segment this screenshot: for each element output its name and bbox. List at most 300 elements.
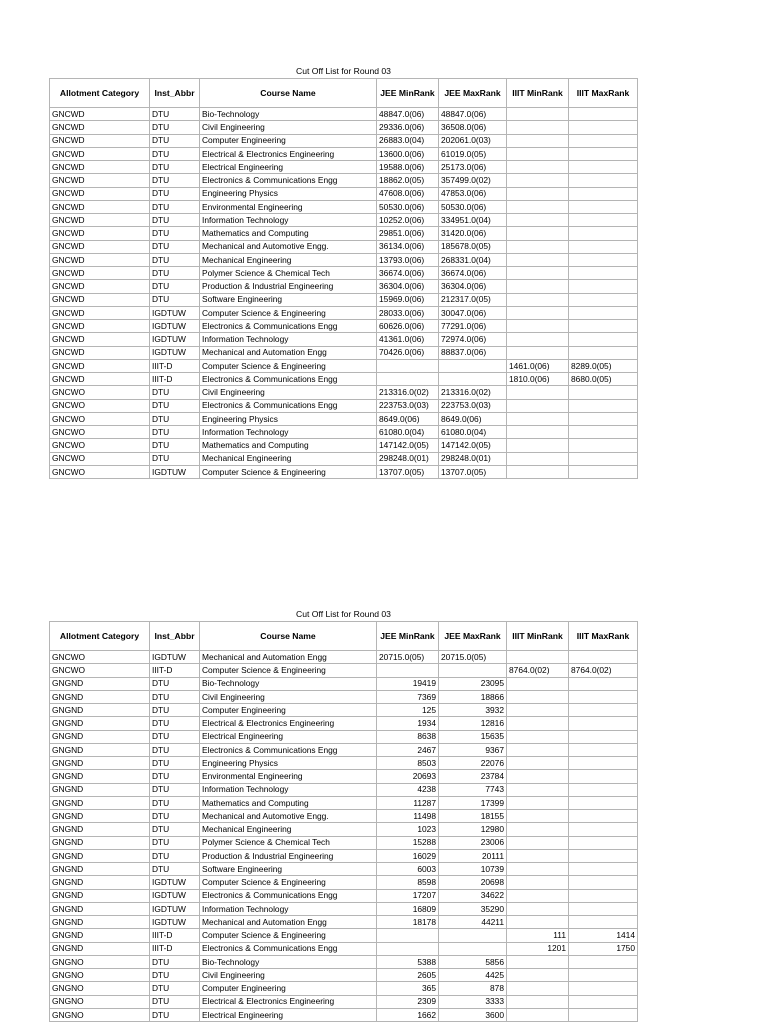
table-row: [50, 810, 638, 823]
cell-jee-minrank: 70426.0(06): [377, 346, 439, 359]
table-row: [50, 121, 638, 134]
cell-allotment-category: GNCWD: [50, 320, 150, 333]
cell-jee-minrank: 29336.0(06): [377, 121, 439, 134]
cell-iiit-maxrank: 1414: [569, 929, 638, 942]
cell-jee-maxrank: 223753.0(03): [439, 399, 507, 412]
cutoff-table-1: [49, 64, 638, 479]
header-jee-maxrank: JEE MaxRank: [439, 622, 507, 651]
cell-iiit-minrank: [507, 108, 569, 121]
table-row: [50, 730, 638, 743]
cell-iiit-maxrank: [569, 690, 638, 703]
table-row: [50, 359, 638, 372]
cell-jee-minrank: 16809: [377, 902, 439, 915]
cell-inst-abbr: IGDTUW: [150, 916, 200, 929]
table-row: [50, 227, 638, 240]
cell-allotment-category: GNCWD: [50, 227, 150, 240]
cell-jee-minrank: 7369: [377, 690, 439, 703]
cell-jee-minrank: 18862.0(05): [377, 174, 439, 187]
cell-iiit-maxrank: [569, 876, 638, 889]
cell-jee-maxrank: 61080.0(04): [439, 426, 507, 439]
cell-jee-minrank: [377, 929, 439, 942]
cell-iiit-maxrank: [569, 306, 638, 319]
cell-iiit-maxrank: [569, 836, 638, 849]
cell-allotment-category: GNCWO: [50, 651, 150, 664]
cell-iiit-maxrank: [569, 386, 638, 399]
cell-course-name: Electrical & Electronics Engineering: [200, 995, 377, 1008]
cell-inst-abbr: IGDTUW: [150, 902, 200, 915]
cell-allotment-category: GNGND: [50, 863, 150, 876]
cell-course-name: Electronics & Communications Engg: [200, 743, 377, 756]
cell-jee-maxrank: 15635: [439, 730, 507, 743]
cell-jee-minrank: 60626.0(06): [377, 320, 439, 333]
cell-allotment-category: GNCWD: [50, 293, 150, 306]
cell-iiit-minrank: [507, 876, 569, 889]
cell-course-name: Computer Science & Engineering: [200, 929, 377, 942]
cell-iiit-maxrank: [569, 134, 638, 147]
table-row: [50, 108, 638, 121]
cell-jee-minrank: 2309: [377, 995, 439, 1008]
cell-jee-maxrank: 36304.0(06): [439, 280, 507, 293]
cell-jee-maxrank: 47853.0(06): [439, 187, 507, 200]
cell-jee-maxrank: 9367: [439, 743, 507, 756]
cell-allotment-category: GNGND: [50, 796, 150, 809]
cell-inst-abbr: DTU: [150, 439, 200, 452]
cell-iiit-maxrank: [569, 333, 638, 346]
table-row: [50, 677, 638, 690]
cell-jee-minrank: 8649.0(06): [377, 412, 439, 425]
cell-iiit-maxrank: [569, 121, 638, 134]
cell-iiit-minrank: [507, 955, 569, 968]
cell-jee-minrank: 48847.0(06): [377, 108, 439, 121]
cell-iiit-minrank: [507, 412, 569, 425]
cell-course-name: Information Technology: [200, 902, 377, 915]
table-row: [50, 823, 638, 836]
cell-allotment-category: GNCWD: [50, 214, 150, 227]
cell-jee-minrank: 36134.0(06): [377, 240, 439, 253]
cell-inst-abbr: DTU: [150, 783, 200, 796]
cell-inst-abbr: DTU: [150, 386, 200, 399]
cell-inst-abbr: DTU: [150, 969, 200, 982]
cell-jee-minrank: 29851.0(06): [377, 227, 439, 240]
cell-course-name: Computer Engineering: [200, 134, 377, 147]
table-row: [50, 465, 638, 478]
header-course-name: Course Name: [200, 79, 377, 108]
cell-inst-abbr: IIIT-D: [150, 664, 200, 677]
cell-iiit-maxrank: [569, 399, 638, 412]
cell-inst-abbr: DTU: [150, 280, 200, 293]
cell-jee-maxrank: [439, 359, 507, 372]
cell-inst-abbr: IGDTUW: [150, 889, 200, 902]
cell-inst-abbr: IIIT-D: [150, 359, 200, 372]
cell-course-name: Electrical Engineering: [200, 730, 377, 743]
cell-jee-minrank: 17207: [377, 889, 439, 902]
cell-iiit-maxrank: [569, 823, 638, 836]
cell-inst-abbr: DTU: [150, 955, 200, 968]
cell-jee-maxrank: 212317.0(05): [439, 293, 507, 306]
cell-iiit-maxrank: [569, 227, 638, 240]
cell-iiit-minrank: [507, 214, 569, 227]
cell-iiit-minrank: 1461.0(06): [507, 359, 569, 372]
table-row: [50, 836, 638, 849]
cell-allotment-category: GNCWD: [50, 187, 150, 200]
cell-jee-minrank: 2467: [377, 743, 439, 756]
header-row: [50, 79, 638, 108]
cell-jee-minrank: 365: [377, 982, 439, 995]
cell-inst-abbr: DTU: [150, 677, 200, 690]
cell-jee-maxrank: 77291.0(06): [439, 320, 507, 333]
cell-course-name: Computer Science & Engineering: [200, 359, 377, 372]
cell-allotment-category: GNGND: [50, 902, 150, 915]
cell-allotment-category: GNCWD: [50, 280, 150, 293]
cell-course-name: Electronics & Communications Engg: [200, 399, 377, 412]
cell-course-name: Polymer Science & Chemical Tech: [200, 267, 377, 280]
cell-course-name: Software Engineering: [200, 863, 377, 876]
table-row: [50, 399, 638, 412]
header-jee-minrank: JEE MinRank: [377, 622, 439, 651]
cell-jee-minrank: 8638: [377, 730, 439, 743]
cell-inst-abbr: IIIT-D: [150, 373, 200, 386]
cell-jee-maxrank: 185678.0(05): [439, 240, 507, 253]
cell-iiit-minrank: [507, 452, 569, 465]
cell-allotment-category: GNCWD: [50, 174, 150, 187]
cell-jee-minrank: 11287: [377, 796, 439, 809]
cell-inst-abbr: DTU: [150, 253, 200, 266]
table-body: [50, 108, 638, 479]
cell-jee-maxrank: 12980: [439, 823, 507, 836]
cell-iiit-maxrank: [569, 174, 638, 187]
table-row: [50, 849, 638, 862]
cell-iiit-minrank: [507, 823, 569, 836]
cell-allotment-category: GNCWD: [50, 108, 150, 121]
cell-jee-minrank: 20693: [377, 770, 439, 783]
cell-inst-abbr: DTU: [150, 267, 200, 280]
header-iiit-maxrank: IIIT MaxRank: [569, 79, 638, 108]
header-iiit-minrank: IIIT MinRank: [507, 622, 569, 651]
cell-iiit-minrank: [507, 889, 569, 902]
cell-inst-abbr: DTU: [150, 399, 200, 412]
cell-allotment-category: GNCWD: [50, 333, 150, 346]
table-row: [50, 386, 638, 399]
cell-course-name: Computer Science & Engineering: [200, 306, 377, 319]
cell-iiit-minrank: [507, 730, 569, 743]
table-row: [50, 796, 638, 809]
cell-inst-abbr: DTU: [150, 452, 200, 465]
table-row: [50, 704, 638, 717]
cell-course-name: Production & Industrial Engineering: [200, 849, 377, 862]
cell-course-name: Civil Engineering: [200, 386, 377, 399]
table-row: [50, 942, 638, 955]
cell-jee-maxrank: 23006: [439, 836, 507, 849]
cell-allotment-category: GNGND: [50, 757, 150, 770]
cell-jee-maxrank: 36674.0(06): [439, 267, 507, 280]
cell-jee-maxrank: 7743: [439, 783, 507, 796]
cell-iiit-maxrank: [569, 757, 638, 770]
cell-allotment-category: GNCWD: [50, 306, 150, 319]
cell-course-name: Engineering Physics: [200, 412, 377, 425]
header-iiit-minrank: IIIT MinRank: [507, 79, 569, 108]
table-title: Cut Off List for Round 03: [296, 66, 391, 76]
cell-jee-minrank: 1023: [377, 823, 439, 836]
cell-jee-minrank: 298248.0(01): [377, 452, 439, 465]
cell-course-name: Civil Engineering: [200, 690, 377, 703]
cell-iiit-maxrank: 1750: [569, 942, 638, 955]
header-inst-abbr: Inst_Abbr: [150, 622, 200, 651]
cell-course-name: Electrical & Electronics Engineering: [200, 147, 377, 160]
cell-jee-maxrank: 88837.0(06): [439, 346, 507, 359]
cell-inst-abbr: DTU: [150, 704, 200, 717]
cell-allotment-category: GNCWO: [50, 439, 150, 452]
cell-course-name: Electronics & Communications Engg: [200, 174, 377, 187]
cell-iiit-maxrank: [569, 982, 638, 995]
cell-inst-abbr: DTU: [150, 690, 200, 703]
cell-course-name: Information Technology: [200, 333, 377, 346]
table-title: Cut Off List for Round 03: [296, 609, 391, 619]
cell-jee-maxrank: 5856: [439, 955, 507, 968]
table-row: [50, 929, 638, 942]
cell-course-name: Bio-Technology: [200, 677, 377, 690]
table-row: [50, 200, 638, 213]
cell-course-name: Electronics & Communications Engg: [200, 373, 377, 386]
cell-jee-maxrank: 31420.0(06): [439, 227, 507, 240]
cell-jee-maxrank: [439, 942, 507, 955]
cell-inst-abbr: DTU: [150, 743, 200, 756]
cell-iiit-maxrank: 8764.0(02): [569, 664, 638, 677]
cell-allotment-category: GNCWO: [50, 664, 150, 677]
cell-course-name: Mathematics and Computing: [200, 227, 377, 240]
cell-iiit-minrank: [507, 651, 569, 664]
cell-allotment-category: GNCWD: [50, 200, 150, 213]
cell-iiit-minrank: [507, 916, 569, 929]
cell-iiit-minrank: [507, 174, 569, 187]
cell-jee-maxrank: 17399: [439, 796, 507, 809]
cell-iiit-minrank: [507, 677, 569, 690]
cell-jee-maxrank: 44211: [439, 916, 507, 929]
cell-inst-abbr: DTU: [150, 426, 200, 439]
table-row: [50, 783, 638, 796]
cell-allotment-category: GNGND: [50, 942, 150, 955]
cell-allotment-category: GNGND: [50, 876, 150, 889]
cell-iiit-maxrank: [569, 240, 638, 253]
cell-iiit-minrank: [507, 969, 569, 982]
cell-jee-maxrank: 20111: [439, 849, 507, 862]
cell-jee-minrank: 13600.0(06): [377, 147, 439, 160]
cell-jee-maxrank: [439, 929, 507, 942]
cell-jee-minrank: 5388: [377, 955, 439, 968]
cell-course-name: Mathematics and Computing: [200, 439, 377, 452]
table-row: [50, 889, 638, 902]
cell-iiit-maxrank: [569, 293, 638, 306]
cell-allotment-category: GNCWO: [50, 465, 150, 478]
cell-allotment-category: GNGNO: [50, 1008, 150, 1021]
cell-iiit-minrank: [507, 200, 569, 213]
cell-allotment-category: GNGND: [50, 743, 150, 756]
cell-iiit-maxrank: [569, 200, 638, 213]
cell-course-name: Electronics & Communications Engg: [200, 942, 377, 955]
cell-iiit-minrank: [507, 783, 569, 796]
cell-iiit-maxrank: [569, 730, 638, 743]
cell-iiit-minrank: [507, 690, 569, 703]
cell-course-name: Computer Science & Engineering: [200, 664, 377, 677]
cell-allotment-category: GNCWD: [50, 161, 150, 174]
cell-iiit-minrank: [507, 399, 569, 412]
cell-inst-abbr: DTU: [150, 227, 200, 240]
table-row: [50, 346, 638, 359]
cell-jee-minrank: 19419: [377, 677, 439, 690]
cell-allotment-category: GNGND: [50, 916, 150, 929]
cell-iiit-maxrank: [569, 651, 638, 664]
cell-allotment-category: GNGNO: [50, 969, 150, 982]
cell-course-name: Mechanical Engineering: [200, 253, 377, 266]
cell-course-name: Civil Engineering: [200, 969, 377, 982]
cell-iiit-minrank: [507, 849, 569, 862]
cell-jee-minrank: 18178: [377, 916, 439, 929]
cell-allotment-category: GNCWD: [50, 240, 150, 253]
cell-inst-abbr: DTU: [150, 214, 200, 227]
cell-iiit-minrank: [507, 982, 569, 995]
table-row: [50, 863, 638, 876]
table-row: [50, 902, 638, 915]
cell-inst-abbr: IGDTUW: [150, 306, 200, 319]
cell-jee-minrank: 19588.0(06): [377, 161, 439, 174]
cell-jee-maxrank: [439, 664, 507, 677]
cell-jee-maxrank: 298248.0(01): [439, 452, 507, 465]
cell-iiit-minrank: [507, 161, 569, 174]
cell-jee-minrank: 41361.0(06): [377, 333, 439, 346]
cell-inst-abbr: DTU: [150, 293, 200, 306]
cell-iiit-maxrank: [569, 810, 638, 823]
cell-iiit-maxrank: [569, 889, 638, 902]
cell-course-name: Electronics & Communications Engg: [200, 889, 377, 902]
cell-course-name: Computer Science & Engineering: [200, 876, 377, 889]
cell-inst-abbr: DTU: [150, 240, 200, 253]
table-row: [50, 651, 638, 664]
header-allotment-category: Allotment Category: [50, 79, 150, 108]
cell-jee-maxrank: 268331.0(04): [439, 253, 507, 266]
table-row: [50, 253, 638, 266]
cell-inst-abbr: DTU: [150, 849, 200, 862]
table-row: [50, 147, 638, 160]
table-body: [50, 651, 638, 1022]
cell-inst-abbr: DTU: [150, 1008, 200, 1021]
cell-allotment-category: GNCWD: [50, 359, 150, 372]
cell-jee-minrank: 8503: [377, 757, 439, 770]
cell-iiit-maxrank: [569, 863, 638, 876]
cell-iiit-minrank: [507, 253, 569, 266]
table-row: [50, 690, 638, 703]
cell-course-name: Engineering Physics: [200, 187, 377, 200]
cell-iiit-minrank: [507, 134, 569, 147]
cell-iiit-minrank: [507, 147, 569, 160]
cell-iiit-maxrank: [569, 253, 638, 266]
cell-iiit-minrank: 1810.0(06): [507, 373, 569, 386]
table-row: [50, 426, 638, 439]
cell-allotment-category: GNGND: [50, 717, 150, 730]
cell-inst-abbr: DTU: [150, 995, 200, 1008]
cell-jee-minrank: 125: [377, 704, 439, 717]
cell-iiit-minrank: 111: [507, 929, 569, 942]
cell-jee-maxrank: 25173.0(06): [439, 161, 507, 174]
table-row: [50, 320, 638, 333]
cell-jee-maxrank: 34622: [439, 889, 507, 902]
cell-jee-minrank: 36304.0(06): [377, 280, 439, 293]
cell-iiit-minrank: [507, 902, 569, 915]
cell-course-name: Electrical Engineering: [200, 1008, 377, 1021]
cell-allotment-category: GNCWO: [50, 452, 150, 465]
cell-course-name: Electronics & Communications Engg: [200, 320, 377, 333]
cell-inst-abbr: IGDTUW: [150, 651, 200, 664]
cell-jee-minrank: 10252.0(06): [377, 214, 439, 227]
cell-iiit-maxrank: [569, 783, 638, 796]
cell-iiit-maxrank: [569, 412, 638, 425]
cell-allotment-category: GNCWD: [50, 373, 150, 386]
cell-course-name: Mathematics and Computing: [200, 796, 377, 809]
cell-jee-maxrank: 357499.0(02): [439, 174, 507, 187]
cell-iiit-maxrank: [569, 161, 638, 174]
table-row: [50, 306, 638, 319]
cell-course-name: Computer Engineering: [200, 704, 377, 717]
cell-jee-minrank: [377, 942, 439, 955]
cell-jee-minrank: [377, 664, 439, 677]
cell-iiit-minrank: 1201: [507, 942, 569, 955]
cell-jee-minrank: 15969.0(06): [377, 293, 439, 306]
cell-iiit-minrank: [507, 267, 569, 280]
cell-allotment-category: GNCWD: [50, 121, 150, 134]
cell-jee-minrank: 1662: [377, 1008, 439, 1021]
cell-iiit-minrank: [507, 306, 569, 319]
cell-jee-maxrank: 30047.0(06): [439, 306, 507, 319]
cell-inst-abbr: DTU: [150, 796, 200, 809]
cell-iiit-maxrank: [569, 1008, 638, 1021]
cell-jee-maxrank: 50530.0(06): [439, 200, 507, 213]
cell-allotment-category: GNGND: [50, 836, 150, 849]
cell-iiit-maxrank: [569, 452, 638, 465]
cell-iiit-minrank: [507, 293, 569, 306]
cell-inst-abbr: DTU: [150, 412, 200, 425]
cell-course-name: Software Engineering: [200, 293, 377, 306]
header-row: [50, 622, 638, 651]
cell-allotment-category: GNCWD: [50, 134, 150, 147]
cell-iiit-minrank: [507, 386, 569, 399]
cell-iiit-minrank: [507, 227, 569, 240]
cell-iiit-maxrank: [569, 465, 638, 478]
cell-inst-abbr: DTU: [150, 730, 200, 743]
table-row: [50, 995, 638, 1008]
cell-course-name: Mechanical Engineering: [200, 452, 377, 465]
cell-iiit-maxrank: [569, 704, 638, 717]
header-iiit-maxrank: IIIT MaxRank: [569, 622, 638, 651]
cell-course-name: Electrical & Electronics Engineering: [200, 717, 377, 730]
cell-jee-minrank: [377, 373, 439, 386]
cell-allotment-category: GNCWD: [50, 346, 150, 359]
cell-inst-abbr: DTU: [150, 121, 200, 134]
cell-iiit-minrank: [507, 863, 569, 876]
cell-course-name: Information Technology: [200, 426, 377, 439]
cell-inst-abbr: DTU: [150, 134, 200, 147]
cell-jee-minrank: 36674.0(06): [377, 267, 439, 280]
cell-jee-minrank: 28033.0(06): [377, 306, 439, 319]
cell-jee-maxrank: 72974.0(06): [439, 333, 507, 346]
cell-inst-abbr: DTU: [150, 161, 200, 174]
cell-jee-minrank: [377, 359, 439, 372]
cell-iiit-minrank: [507, 770, 569, 783]
cell-allotment-category: GNGND: [50, 770, 150, 783]
table-row: [50, 876, 638, 889]
cell-iiit-maxrank: [569, 849, 638, 862]
cell-iiit-minrank: [507, 836, 569, 849]
table-row: [50, 174, 638, 187]
cell-jee-minrank: 147142.0(05): [377, 439, 439, 452]
cell-iiit-minrank: [507, 796, 569, 809]
